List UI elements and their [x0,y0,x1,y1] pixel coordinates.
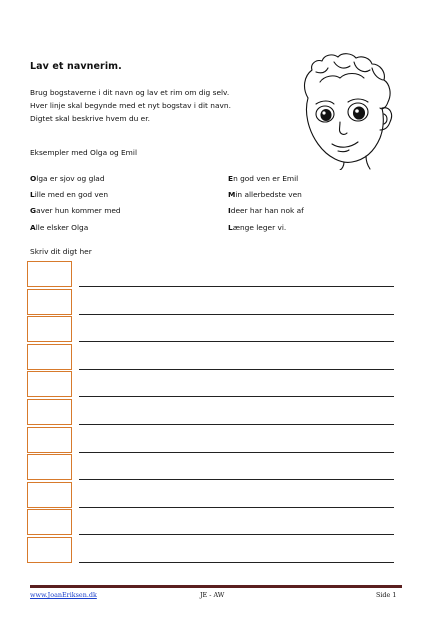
instructions [30,86,231,126]
letter-box[interactable] [27,289,72,315]
page-number: Side 1 [376,591,397,599]
instruction-line: Brug bogstaverne i dit navn og lav et rim om dig selv. [30,88,230,97]
writing-line[interactable] [79,534,394,535]
poem-line [228,220,304,236]
letter-box[interactable] [27,537,72,563]
poem-line [228,203,304,219]
letter-box[interactable] [27,371,72,397]
footer-website-link[interactable]: www.JoanEriksen.dk [30,591,97,599]
letter-box[interactable] [27,261,72,287]
poem-initial: I [228,206,231,216]
poem-text: ille med en god ven [34,190,109,200]
writing-line[interactable] [79,341,394,342]
poem-line [30,187,121,203]
letter-box[interactable] [27,454,72,480]
writing-line[interactable] [79,369,394,370]
examples-heading: Eksempler med Olga og Emil [30,148,137,157]
poem-emil [228,171,304,236]
writing-line[interactable] [79,452,394,453]
write-poem-label: Skriv dit digt her [30,247,92,256]
poem-line [30,220,121,236]
letter-box[interactable] [27,344,72,370]
footer-divider [30,585,402,588]
writing-line[interactable] [79,286,394,287]
poem-line [30,171,121,187]
poem-text: aver hun kommer med [36,206,121,216]
writing-line[interactable] [79,424,394,425]
letter-box[interactable] [27,427,72,453]
poem-initial: L [30,190,35,200]
poem-text: lga er sjov og glad [36,174,105,183]
letter-box[interactable] [27,316,72,342]
poem-text: n god ven er Emil [233,174,299,183]
letter-box[interactable] [27,509,72,535]
poem-initial: G [30,206,37,216]
poem-olga [30,171,121,236]
writing-line[interactable] [79,507,394,508]
instruction-line: Digtet skal beskrive hvem du er. [30,114,150,124]
letter-boxes [27,261,73,565]
writing-line[interactable] [79,314,394,315]
poem-line [228,171,304,187]
poem-initial: O [30,174,37,183]
writing-line[interactable] [79,562,394,563]
poem-initial: M [228,190,236,200]
page-title: Lav et navnerim. [30,61,122,72]
poem-text: lle elsker Olga [35,222,89,232]
poem-initial: E [228,174,234,183]
poem-initial: L [228,222,233,232]
poem-line [228,187,304,203]
instruction-line: Hver linje skal begynde med et nyt bogstav i dit navn. [30,101,231,111]
letter-box[interactable] [27,399,72,425]
poem-text: deer har han nok af [230,206,304,216]
poem-text: in allerbedste ven [235,190,302,200]
boy-face-icon [294,52,398,170]
poem-initial: A [30,222,36,232]
writing-line[interactable] [79,479,394,480]
footer-author: JE - AW [200,591,225,599]
writing-line[interactable] [79,396,394,397]
letter-box[interactable] [27,482,72,508]
poem-line [30,203,121,219]
poem-text: ænge leger vi. [232,222,287,232]
